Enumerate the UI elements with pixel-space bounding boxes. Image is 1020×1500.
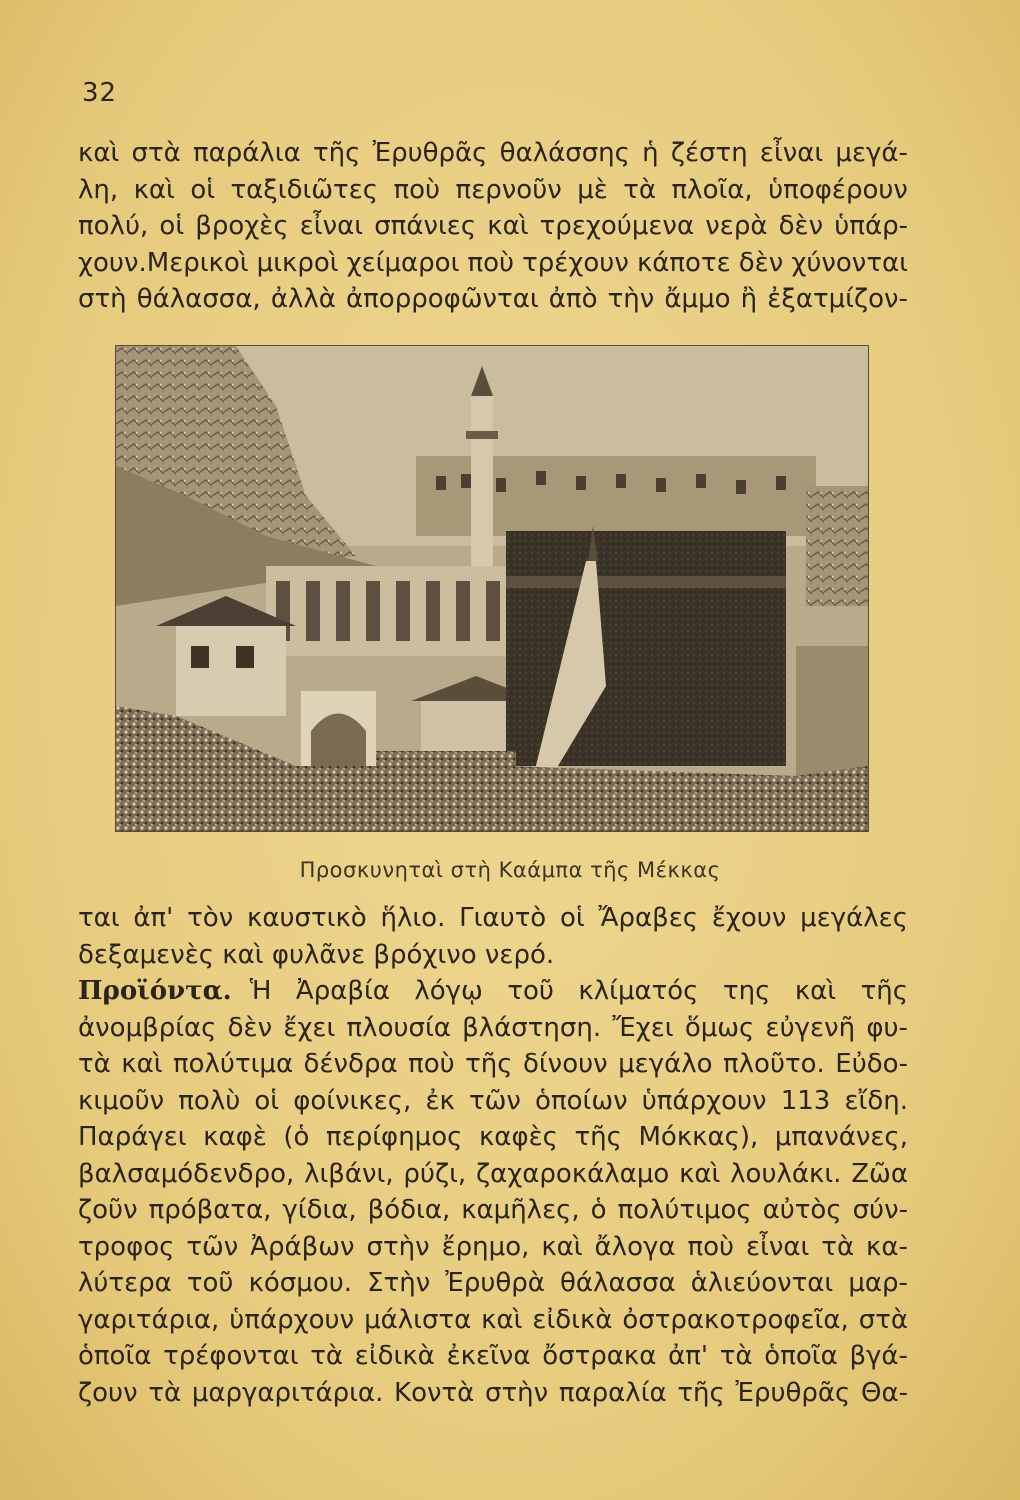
word: μπανάνες,	[774, 1122, 908, 1152]
word: τὰ	[821, 1231, 855, 1262]
word: ἀνομβρίας	[78, 1012, 217, 1043]
word: βροχὲς	[195, 211, 289, 241]
word: βόδια,	[367, 1195, 451, 1225]
text-line	[78, 1265, 908, 1302]
word: Θα-	[861, 1377, 908, 1408]
word: χύνονται	[791, 247, 908, 278]
top-paragraph	[78, 135, 908, 318]
word: καμῆλες,	[461, 1195, 580, 1225]
word: τρεχούμενα	[539, 211, 695, 241]
word: ἔρημο,	[441, 1231, 530, 1262]
word: Ἐρυθρᾶς	[735, 1377, 851, 1408]
word: Εὐδο-	[835, 1049, 908, 1079]
word: σύν-	[852, 1195, 908, 1225]
word: Ζῶα	[851, 1158, 908, 1189]
word: τῆς	[574, 1122, 622, 1152]
word: καὶ	[541, 1231, 583, 1262]
text-line	[78, 1302, 908, 1339]
text-line	[78, 1192, 908, 1229]
word: στὰ	[858, 1304, 908, 1335]
text-line	[78, 1119, 908, 1156]
word: Γιαυτὸ	[459, 903, 547, 933]
word: τροφος	[78, 1231, 175, 1262]
text-line	[78, 1375, 908, 1412]
bottom-paragraph	[78, 900, 908, 1411]
word: κόσμου.	[248, 1268, 353, 1298]
word: ταξιδιῶτες	[230, 174, 379, 205]
word: μεγάλες	[800, 903, 908, 933]
word: καὶ	[121, 1049, 163, 1079]
word: πλοῖα,	[671, 174, 753, 205]
word: ὁποῖα	[764, 1341, 838, 1371]
text-line	[78, 1338, 908, 1375]
word: ποὺ	[687, 1231, 735, 1262]
word: ἀλλὰ	[270, 284, 336, 314]
word: ποὺ	[408, 1049, 455, 1079]
word: μαρ-	[848, 1268, 908, 1298]
word: εἶναι	[759, 138, 824, 168]
word: τῆς	[465, 1049, 513, 1079]
page-number: 32	[82, 78, 118, 108]
word: βλάστηση.	[462, 1012, 602, 1043]
word: στὴν	[485, 1377, 549, 1408]
word: τὸν	[187, 903, 234, 933]
text-line	[78, 900, 908, 937]
word: ἀπὸ	[548, 284, 598, 314]
text-line	[78, 281, 908, 318]
word: κιμοῦν	[78, 1085, 165, 1116]
word: ὑπάρ-	[834, 211, 908, 241]
section-heading: Προϊόντα.	[78, 976, 232, 1006]
word: ἥλιο.	[380, 903, 446, 933]
word: καφὲς	[478, 1122, 558, 1152]
word: εἶναι	[299, 211, 364, 241]
word: λύτερα	[78, 1268, 172, 1298]
word: ὀστρακοτροφεῖα,	[622, 1304, 849, 1335]
word: λη,	[78, 174, 119, 205]
word: γίδια,	[282, 1195, 357, 1225]
word: ζοῦν	[78, 1195, 138, 1225]
word: ἐκεῖνα	[446, 1341, 531, 1371]
word: ἀπορροφῶνται	[346, 284, 539, 314]
word: Ἄραβες	[598, 903, 699, 933]
word: Ἀράβων	[250, 1231, 355, 1262]
word: Στὴν	[367, 1268, 431, 1298]
word: χουν.Μερικοὶ	[78, 247, 249, 278]
word: οἱ	[254, 1085, 280, 1116]
word: στὴν	[366, 1231, 430, 1262]
word: παραλία	[558, 1377, 667, 1408]
word: ἀπ'	[133, 903, 174, 933]
word: κάποτε	[636, 247, 731, 278]
word: περίφημος	[326, 1122, 463, 1152]
word: νερὰ	[705, 211, 768, 241]
word: αὐτὸς	[762, 1195, 842, 1225]
word: πολύτιμα	[172, 1049, 294, 1079]
word: καὶ	[679, 1158, 721, 1189]
word: τὴν	[607, 284, 655, 314]
word: ὑπάρχουν	[641, 1085, 767, 1116]
word: Ἐρυθρὰ	[445, 1268, 545, 1298]
word: τῶν	[186, 1231, 239, 1262]
word: τὰ	[310, 1341, 344, 1371]
word: τῆς	[312, 138, 361, 168]
word: ρύζι,	[403, 1158, 467, 1189]
word: δὲν	[738, 247, 784, 278]
word: ὅμως	[684, 1012, 755, 1043]
word: τὰ	[719, 1341, 753, 1371]
word: βαλσαμόδενδρο,	[78, 1158, 295, 1189]
word: βγά-	[849, 1341, 908, 1371]
text-line	[78, 1229, 908, 1266]
word: λιβάνι,	[304, 1158, 394, 1189]
word: εἶναι	[746, 1231, 810, 1262]
word: τῶν	[468, 1085, 521, 1116]
word: ἄλογα	[594, 1231, 676, 1262]
word: Κοντὰ	[394, 1377, 475, 1408]
word: πρόβατα,	[148, 1195, 272, 1225]
word: Ἔχει	[612, 1012, 674, 1043]
text-line	[78, 1010, 908, 1047]
word: θάλασσα	[560, 1268, 676, 1298]
word: φοίνικες,	[293, 1085, 412, 1116]
text-line	[78, 135, 908, 172]
word: καὶ	[78, 138, 120, 168]
word: ζουν	[78, 1377, 138, 1408]
word: τὰ	[78, 1049, 111, 1079]
word: τρέφονται	[163, 1341, 299, 1371]
word: γαριτάρια,	[78, 1304, 220, 1335]
word: ἀπ'	[668, 1341, 709, 1371]
word: ἔχει	[283, 1012, 336, 1043]
word: μαργαριτάρια.	[191, 1377, 384, 1408]
word: κα-	[866, 1231, 908, 1262]
word: εὐγενῆ	[765, 1012, 856, 1043]
word: παράλια	[192, 138, 301, 168]
word: πολὺ	[178, 1085, 241, 1116]
word: μάλιστα	[364, 1304, 472, 1335]
word: ὁποίων	[535, 1085, 628, 1116]
word: ὄστρακα	[542, 1341, 657, 1371]
word: Παράγει	[78, 1122, 187, 1152]
word: ποὺ	[467, 247, 515, 278]
word: ὑποφέρουν	[768, 174, 908, 205]
word: μεγά-	[835, 138, 908, 168]
word: ἢ	[740, 284, 758, 314]
word: καὶ	[133, 174, 175, 205]
word: τὰ	[148, 1377, 182, 1408]
text-line	[78, 1156, 908, 1193]
word: ζαχαροκάλαμο	[475, 1158, 670, 1189]
word: μὲ	[577, 174, 608, 205]
text-line	[78, 208, 908, 245]
word: εἰδικὰ	[354, 1341, 435, 1371]
word: καὶ	[487, 211, 529, 241]
word: στὰ	[131, 138, 181, 168]
word: μικροὶ	[256, 247, 339, 278]
photo-caption: Προσκυνηταὶ στὴ Καάμπα τῆς Μέκκας	[299, 858, 721, 882]
word: χείμαροι	[346, 247, 460, 278]
word: εἴδη.	[844, 1085, 908, 1116]
text-line	[78, 1046, 908, 1083]
word: τῆς	[677, 1377, 725, 1408]
word: πολύτιμος	[617, 1195, 752, 1225]
word: ἁλιεύονται	[690, 1268, 834, 1298]
text-line: δεξαμενὲς καὶ φυλᾶνε βρόχινο νερό.	[78, 939, 555, 970]
word: λουλάκι.	[730, 1158, 842, 1189]
word: ἡ	[642, 138, 659, 168]
word: δίνουν	[522, 1049, 608, 1079]
word: φυ-	[866, 1012, 908, 1043]
word: καὶ	[481, 1304, 523, 1335]
word: δὲν	[778, 211, 824, 241]
word: ὁποῖα	[78, 1341, 152, 1371]
word: τοῦ	[186, 1268, 234, 1298]
kaaba-photograph	[115, 345, 869, 832]
word: πολύ,	[78, 211, 149, 241]
text-line	[78, 245, 908, 282]
word: οἱ	[190, 174, 216, 205]
word: ὁ	[590, 1195, 607, 1225]
word: τρέχουν	[522, 247, 629, 278]
word: οἱ	[159, 211, 185, 241]
word: ἔχουν	[711, 903, 787, 933]
word: περνοῦν	[455, 174, 562, 205]
word: δὲν	[227, 1012, 273, 1043]
word: καφὲ	[203, 1122, 267, 1152]
text-line	[78, 172, 908, 209]
word: πλουσία	[346, 1012, 451, 1043]
word: Μόκκας),	[638, 1122, 759, 1152]
word: εἰδικὰ	[532, 1304, 613, 1335]
word: μεγάλο	[618, 1049, 713, 1079]
word: ἄμμο	[664, 284, 731, 314]
text-line	[78, 1083, 908, 1120]
word: δένδρα	[303, 1049, 398, 1079]
word: 113	[780, 1085, 831, 1116]
word: Ἐρυθρᾶς	[372, 138, 488, 168]
word: ται	[78, 903, 120, 933]
word: σπάνιες	[374, 211, 477, 241]
section-first-line	[78, 973, 908, 1010]
word: ζέστη	[670, 138, 748, 168]
word: πλοῦτο.	[723, 1049, 825, 1079]
word: τὰ	[623, 174, 657, 205]
word: ἐξατμίζον-	[767, 284, 908, 314]
word: θαλάσσης	[499, 138, 630, 168]
word: ὑπάρχουν	[229, 1304, 355, 1335]
word: θάλασσα,	[136, 284, 261, 314]
section-first-line-text: Ἡ Ἀραβία λόγῳ τοῦ κλίματός της καὶ τῆς	[249, 976, 908, 1006]
word: (ὁ	[283, 1122, 310, 1152]
word: καυστικὸ	[247, 903, 367, 933]
word: ἐκ	[425, 1085, 455, 1116]
word: οἱ	[559, 903, 585, 933]
word: ποὺ	[393, 174, 441, 205]
word: στὴ	[78, 284, 127, 314]
